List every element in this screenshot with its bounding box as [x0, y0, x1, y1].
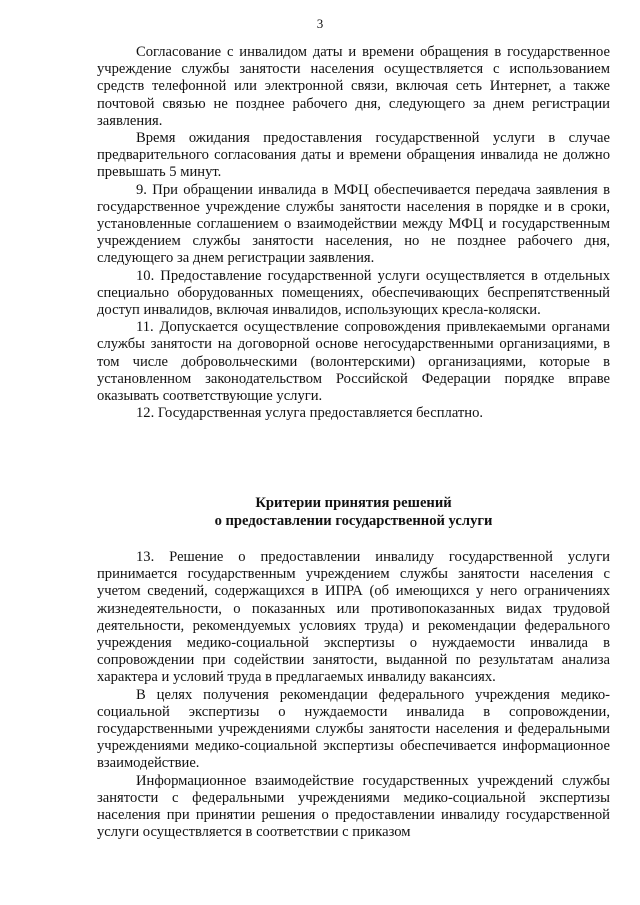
paragraph-interaction-purpose: В целях получения рекомендации федерального учреждения медико-социальной экспертизы о нуждаемости инвалида в сопровождении, государственными учреждениями службы занятости населения и федеральными учреждениями медико-социальной экспертизы обеспечивается информационное взаимодействие. [97, 686, 610, 772]
section-heading-line-1: Критерии принятия решений [255, 495, 452, 511]
paragraph-item-9: 9. При обращении инвалида в МФЦ обеспечивается передача заявления в государственное учреждение службы занятости населения в порядке и в сроки, установленные соглашением о взаимодействии между МФЦ и государственным учреждением службы занятости населения, но не позднее рабочего дня, следующего за днем регистрации заявления. [97, 181, 610, 267]
page-number: 3 [316, 16, 324, 31]
body-text-bottom [97, 549, 610, 841]
paragraph-interaction-order: Информационное взаимодействие государственных учреждений службы занятости с федеральными учреждениями медико-социальной экспертизы населения при принятии решения о предоставлении инвалиду государственной услуги осуществляется в соответствии с приказом [97, 772, 610, 841]
paragraph-item-10: 10. Предоставление государственной услуги осуществляется в отдельных специально оборудованных помещениях, обеспечивающих беспрепятственный доступ инвалидов, включая инвалидов, использующих кресла-коляски. [97, 267, 610, 319]
paragraph-item-12: 12. Государственная услуга предоставляется бесплатно. [136, 405, 484, 422]
paragraph-waiting-time: Время ожидания предоставления государственной услуги в случае предварительного согласования даты и времени обращения инвалида не должно превышать 5 минут. [97, 130, 610, 181]
paragraph-scheduling: Согласование с инвалидом даты и времени обращения в государственное учреждение службы занятости населения осуществляется с использованием средств телефонной или электронной связи, включая сеть Интернет, а также почтовой связью не позднее рабочего дня, следующего за днем регистрации заявления. [97, 44, 610, 129]
body-text-top [97, 44, 610, 422]
paragraph-item-11: 11. Допускается осуществление сопровождения привлекаемыми органами службы занятости на договорной основе негосударственными организациями, в том числе добровольческими (волонтерскими) организациями, которые в установленном законодательством Российской Федерации порядке вправе оказывать соответствующие услуги. [97, 319, 610, 405]
paragraph-item-13: 13. Решение о предоставлении инвалиду государственной услуги принимается государственным учреждением службы занятости населения с учетом сведений, содержащихся в ИПРА (об имеющихся у него ограничениях жизнедеятельности, о показанных или противопоказанных видах трудовой деятельности, рекомендуемых условиях труда) и рекомендации федерального учреждения медико-социальной экспертизы о нуждаемости инвалида в сопровождении при содействии занятости, выданной по результатам анализа характера и условий труда в предлагаемых инвалиду вакансиях. [97, 549, 610, 686]
section-heading [97, 494, 610, 530]
section-heading-line-2: о предоставлении государственной услуги [214, 513, 493, 529]
